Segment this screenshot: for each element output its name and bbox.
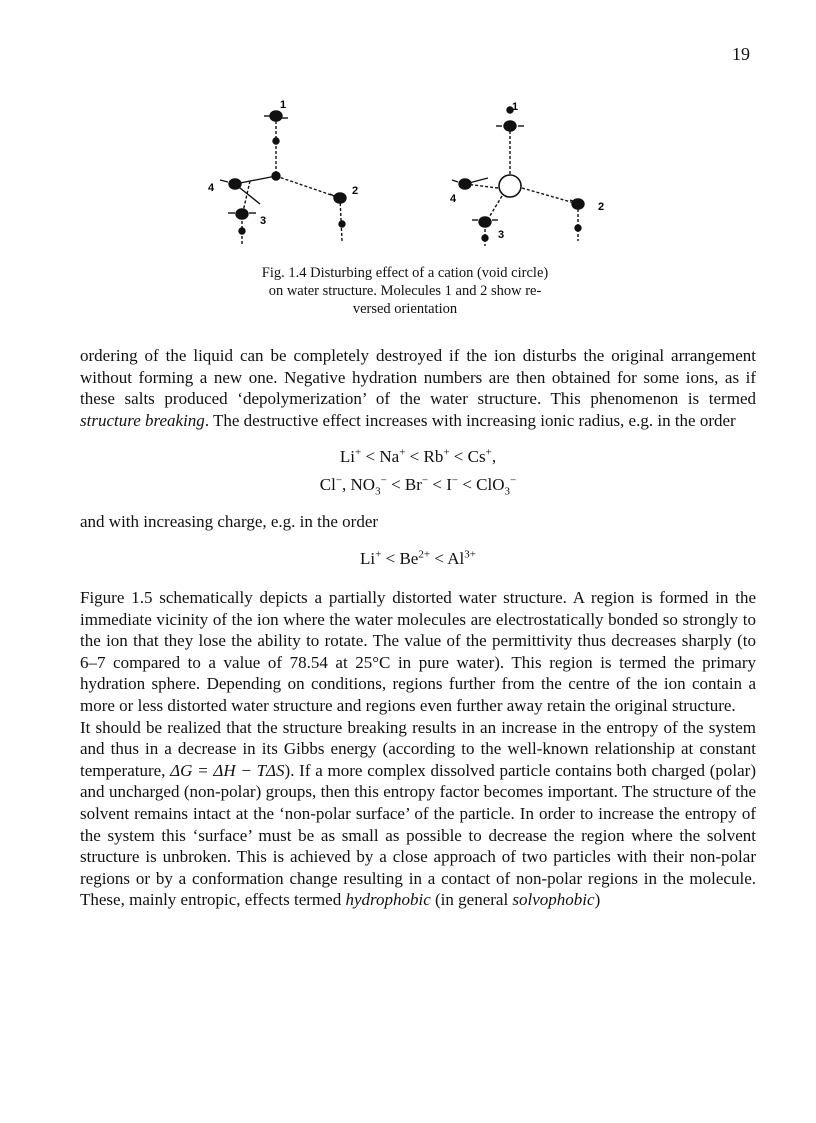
fig-label-2-right: 2	[598, 201, 605, 213]
formula-anions: Cl−, $NO_3^- < Br^- < I^- < ClO_3^-$	[319, 474, 517, 498]
fig-label-4-right: 4	[450, 193, 457, 205]
fig-label-1-left: 1	[280, 99, 287, 111]
body-text	[80, 345, 756, 911]
gibbs-equation: ΔG = ΔH − TΔS	[170, 760, 285, 780]
water-molecule	[459, 179, 471, 189]
fig-label-3-left: 3	[260, 215, 267, 227]
term-structure-breaking: structure breaking	[80, 410, 205, 430]
water-molecule	[575, 225, 581, 231]
fig-label-2-left: 2	[352, 185, 359, 197]
term-hydrophobic: hydrophobic	[345, 890, 431, 910]
paragraph-structure-breaking	[80, 345, 756, 431]
term-solvophobic: solvophobic	[512, 890, 595, 910]
water-molecule	[482, 235, 488, 241]
caption-line: versed orientation	[352, 301, 458, 317]
cation-void-circle	[499, 175, 521, 197]
paragraph-increasing-charge: and with increasing charge, e.g. in the order	[80, 512, 379, 532]
page-number: 19	[732, 44, 750, 64]
formula-ionic-radius-order	[80, 443, 756, 499]
water-molecule	[273, 138, 279, 144]
water-molecule	[334, 193, 346, 203]
figure-caption	[170, 264, 640, 318]
right-structure	[452, 107, 584, 246]
water-molecule	[239, 228, 245, 234]
water-molecule	[479, 217, 491, 227]
text-run: ordering of the liquid can be completely destroyed if the ion disturbs the original arrangement without forming a new one. Negative hydration numbers are then obtained for some ions, as if these salts produced ‘depolymerization’ of the water structure. This phenomenon is termed	[80, 346, 756, 409]
figure-water-structure	[180, 96, 640, 256]
water-molecule	[229, 179, 241, 189]
water-molecule	[236, 209, 248, 219]
formula-cations: Li+ < Na+ < Rb+ < Cs+,	[339, 446, 497, 467]
water-molecule	[572, 199, 584, 209]
water-molecule	[504, 121, 516, 131]
fig-label-4-left: 4	[208, 182, 215, 194]
text-run: . The destructive effect increases with increasing ionic radius, e.g. in the order	[204, 410, 736, 430]
water-molecule	[272, 172, 280, 180]
left-structure	[220, 111, 346, 246]
fig-label-3-right: 3	[498, 229, 505, 241]
caption-line: on water structure. Molecules 1 and 2 show re-	[268, 283, 542, 299]
water-molecule	[270, 111, 282, 121]
paragraph-hydration-sphere: Figure 1.5 schematically depicts a partially distorted water structure. A region is formed in the immediate vicinity of the ion where the water molecules are electrostatically bonded so strongly to the ion that they lose the ability to rotate. The value of the permittivity thus decreases sharply (to 6–7 compared to a value of 78.54 at 25°C in pure water). This region is termed the primary hydration sphere. Depending on conditions, regions further from the centre of the ion contain a more or less distorted water structure and regions even further away retain the original structure.	[80, 587, 756, 715]
water-molecule	[339, 221, 345, 227]
paragraph-entropy: It should be realized that the structure breaking results in an increase in the entropy of the system and thus in a decrease in its Gibbs energy (according to the well-known relationship at constant temperature, ΔG = ΔH − TΔS). If a more complex dissolved particle contains both charged (polar) and uncharged (non-polar) groups, then this entropy factor becomes important. The structure of the solvent remains intact at the ‘non-polar surface’ of the particle. In order to increase the entropy of the system this ‘surface’ must be as small as possible to decrease the region where the solvent structure is unbroken. This is achieved by a close approach of two particles with their non-polar regions or by a conformation change resulting in a contact of non-polar regions in the molecule. These, mainly entropic, effects termed hydrophobic (in general solvophobic)	[80, 717, 756, 910]
caption-line: Fig. 1.4 Disturbing effect of a cation (void circle)	[261, 265, 549, 281]
formula-charge-order: $Li^+ < Be^{2+} < Al^{3+}$	[360, 548, 476, 568]
fig-label-1-right: 1	[512, 101, 519, 113]
